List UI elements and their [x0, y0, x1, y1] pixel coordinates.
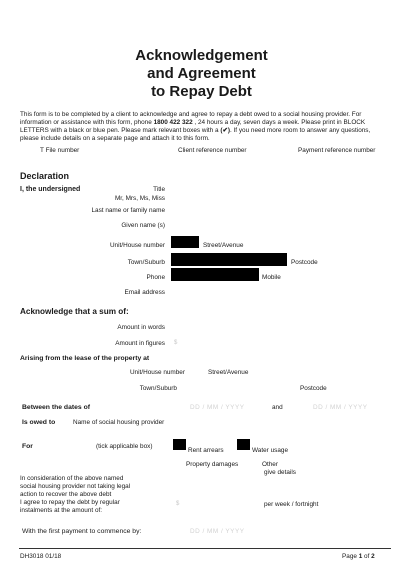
between-dates-label: Between the dates of: [22, 404, 90, 411]
water-usage-checkbox[interactable]: [237, 439, 250, 450]
rent-arrears-label: Rent arrears: [188, 447, 224, 454]
lease-town-label: Town/Suburb: [139, 385, 177, 392]
page-of: of: [362, 553, 372, 560]
page-prefix: Page: [342, 553, 359, 560]
intro-phone: 1800 422 322: [153, 119, 193, 126]
provider-name-label: Name of social housing provider: [73, 419, 165, 426]
intro-text-3: . If you need more room to answer any questions, please include details on a separate page and attach it to this form.: [20, 127, 371, 142]
for-label: For: [22, 443, 33, 450]
consideration-line3: action to recover the above debt: [20, 491, 112, 498]
end-date-placeholder[interactable]: DD / MM / YYYY: [313, 404, 368, 411]
amount-dollar-sign: $: [174, 340, 178, 346]
water-usage-label: Water usage: [252, 447, 288, 454]
per-week-fortnight-label: per week / fortnight: [264, 501, 319, 508]
tick-mark: (✔): [220, 127, 230, 134]
first-payment-label: With the first payment to commence by:: [22, 528, 142, 535]
lease-unit-label: Unit/House number: [129, 369, 185, 376]
phone-field-redacted[interactable]: [171, 268, 259, 281]
lease-postcode-label: Postcode: [300, 385, 327, 392]
instalment-dollar-sign: $: [176, 501, 180, 507]
page-indicator: [342, 553, 375, 561]
first-payment-date-placeholder[interactable]: DD / MM / YYYY: [190, 528, 245, 535]
last-name-label: Last name or family name: [91, 207, 165, 214]
payment-ref-label: Payment reference number: [298, 147, 376, 154]
undersigned-label: I, the undersigned: [20, 186, 81, 193]
lease-heading: Arising from the lease of the property at: [20, 355, 150, 362]
file-number-label: T File number: [40, 147, 80, 154]
consideration-line5: instalments at the amount of:: [20, 507, 103, 514]
town-field-redacted[interactable]: [171, 253, 287, 266]
unit-field-redacted[interactable]: [171, 236, 199, 248]
sum-heading: Acknowledge that a sum of:: [20, 307, 129, 316]
consideration-line1: In consideration of the above named: [20, 475, 124, 482]
intro-text-2: , 24 hours a day, seven days a week. Please print in BLOCK LETTERS with a black or blue pen. Please mark relevant boxes with a: [20, 119, 366, 134]
footer-rule: [19, 548, 391, 549]
lease-street-label: Street/Avenue: [208, 369, 249, 376]
form-title-line3: to Repay Debt: [151, 83, 252, 100]
form-title-line1: Acknowledgement: [135, 47, 268, 64]
declaration-heading: Declaration: [20, 171, 70, 181]
rent-arrears-checkbox[interactable]: [173, 439, 186, 450]
email-label: Email address: [124, 289, 165, 296]
mobile-label: Mobile: [262, 274, 281, 281]
town-label: Town/Suburb: [127, 259, 165, 266]
intro-paragraph: [20, 111, 390, 143]
amount-figures-label: Amount in figures: [115, 340, 165, 347]
unit-label: Unit/House number: [109, 242, 165, 249]
title-label: Title: [153, 186, 165, 193]
given-name-label: Given name (s): [121, 222, 165, 229]
title-options: Mr, Mrs, Ms, Miss: [114, 195, 165, 202]
property-damages-label: Property damages: [186, 461, 239, 468]
street-label: Street/Avenue: [203, 242, 244, 249]
amount-words-label: Amount in words: [117, 324, 165, 331]
other-details-label: give details: [264, 469, 296, 476]
postcode-label: Postcode: [291, 259, 318, 266]
consideration-line4: I agree to repay the debt by regular: [20, 499, 120, 506]
owed-to-label: Is owed to: [22, 419, 56, 426]
tick-instruction: (tick applicable box): [96, 443, 153, 450]
client-ref-label: Client reference number: [178, 147, 247, 154]
form-title-line2: and Agreement: [147, 65, 256, 82]
form-code: DH3018 01/18: [20, 553, 62, 560]
page-total: 2: [371, 553, 375, 560]
page-number: 1: [358, 553, 363, 560]
other-label: Other: [262, 461, 278, 468]
consideration-line2: social housing provider not taking legal: [20, 483, 131, 490]
phone-label: Phone: [146, 274, 165, 281]
intro-text-1: This form is to be completed by a client to acknowledge and agree to repay a debt owed to a social housing provider. For information or assistance with this form, phone: [20, 111, 362, 126]
and-label: and: [272, 404, 283, 411]
start-date-placeholder[interactable]: DD / MM / YYYY: [190, 404, 245, 411]
